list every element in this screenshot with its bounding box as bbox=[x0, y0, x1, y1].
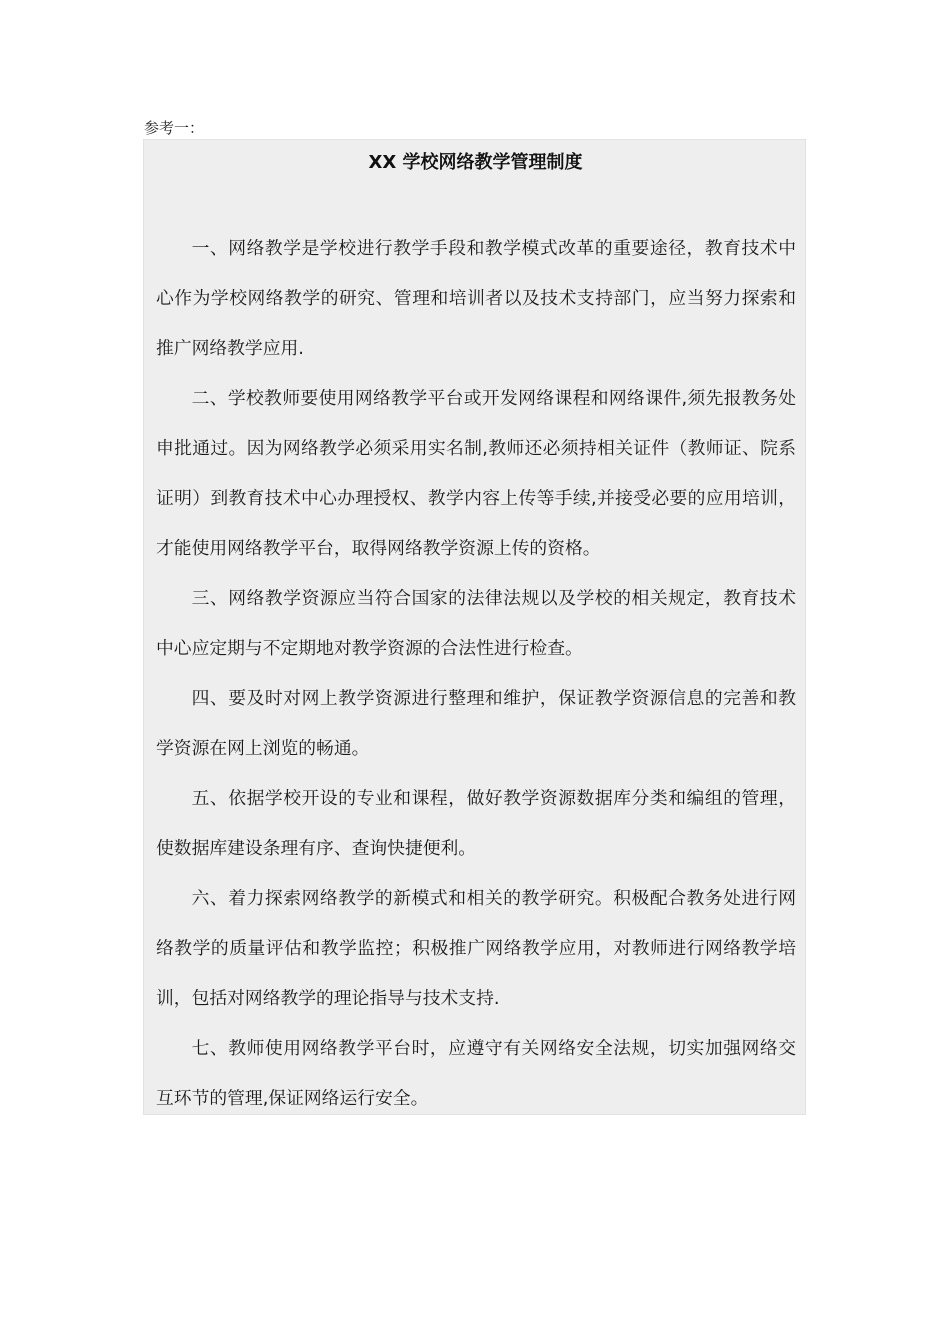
article-7: 七、教师使用网络教学平台时，应遵守有关网络安全法规，切实加强网络交互环节的管理,保证网络运行安全。 bbox=[156, 1038, 796, 1109]
article-4: 四、要及时对网上教学资源进行整理和维护，保证教学资源信息的完善和教学资源在网上浏览的畅通。 bbox=[156, 688, 796, 759]
reference-label: 参考一： bbox=[144, 119, 205, 137]
article-3: 三、网络教学资源应当符合国家的法律法规以及学校的相关规定，教育技术中心应定期与不定期地对教学资源的合法性进行检查。 bbox=[156, 588, 796, 659]
article-1: 一、网络教学是学校进行教学手段和教学模式改革的重要途径，教育技术中心作为学校网络教学的研究、管理和培训者以及技术支持部门，应当努力探索和推广网络教学应用. bbox=[156, 238, 796, 359]
document-body bbox=[156, 224, 796, 1124]
document-panel bbox=[143, 139, 806, 1115]
article-5: 五、依据学校开设的专业和课程，做好教学资源数据库分类和编组的管理，使数据库建设条理有序、查询快捷便利。 bbox=[156, 788, 796, 859]
article-6: 六、着力探索网络教学的新模式和相关的教学研究。积极配合教务处进行网络教学的质量评估和教学监控；积极推广网络教学应用，对教师进行网络教学培训，包括对网络教学的理论指导与技术支持. bbox=[156, 888, 796, 1009]
document-title: XX 学校网络教学管理制度 bbox=[368, 152, 583, 173]
article-2: 二、学校教师要使用网络教学平台或开发网络课程和网络课件,须先报教务处申批通过。因为网络教学必须采用实名制,教师还必须持相关证件（教师证、院系证明）到教育技术中心办理授权、教学内容上传等手续,并接受必要的应用培训，才能使用网络教学平台，取得网络教学资源上传的资格。 bbox=[156, 388, 796, 559]
